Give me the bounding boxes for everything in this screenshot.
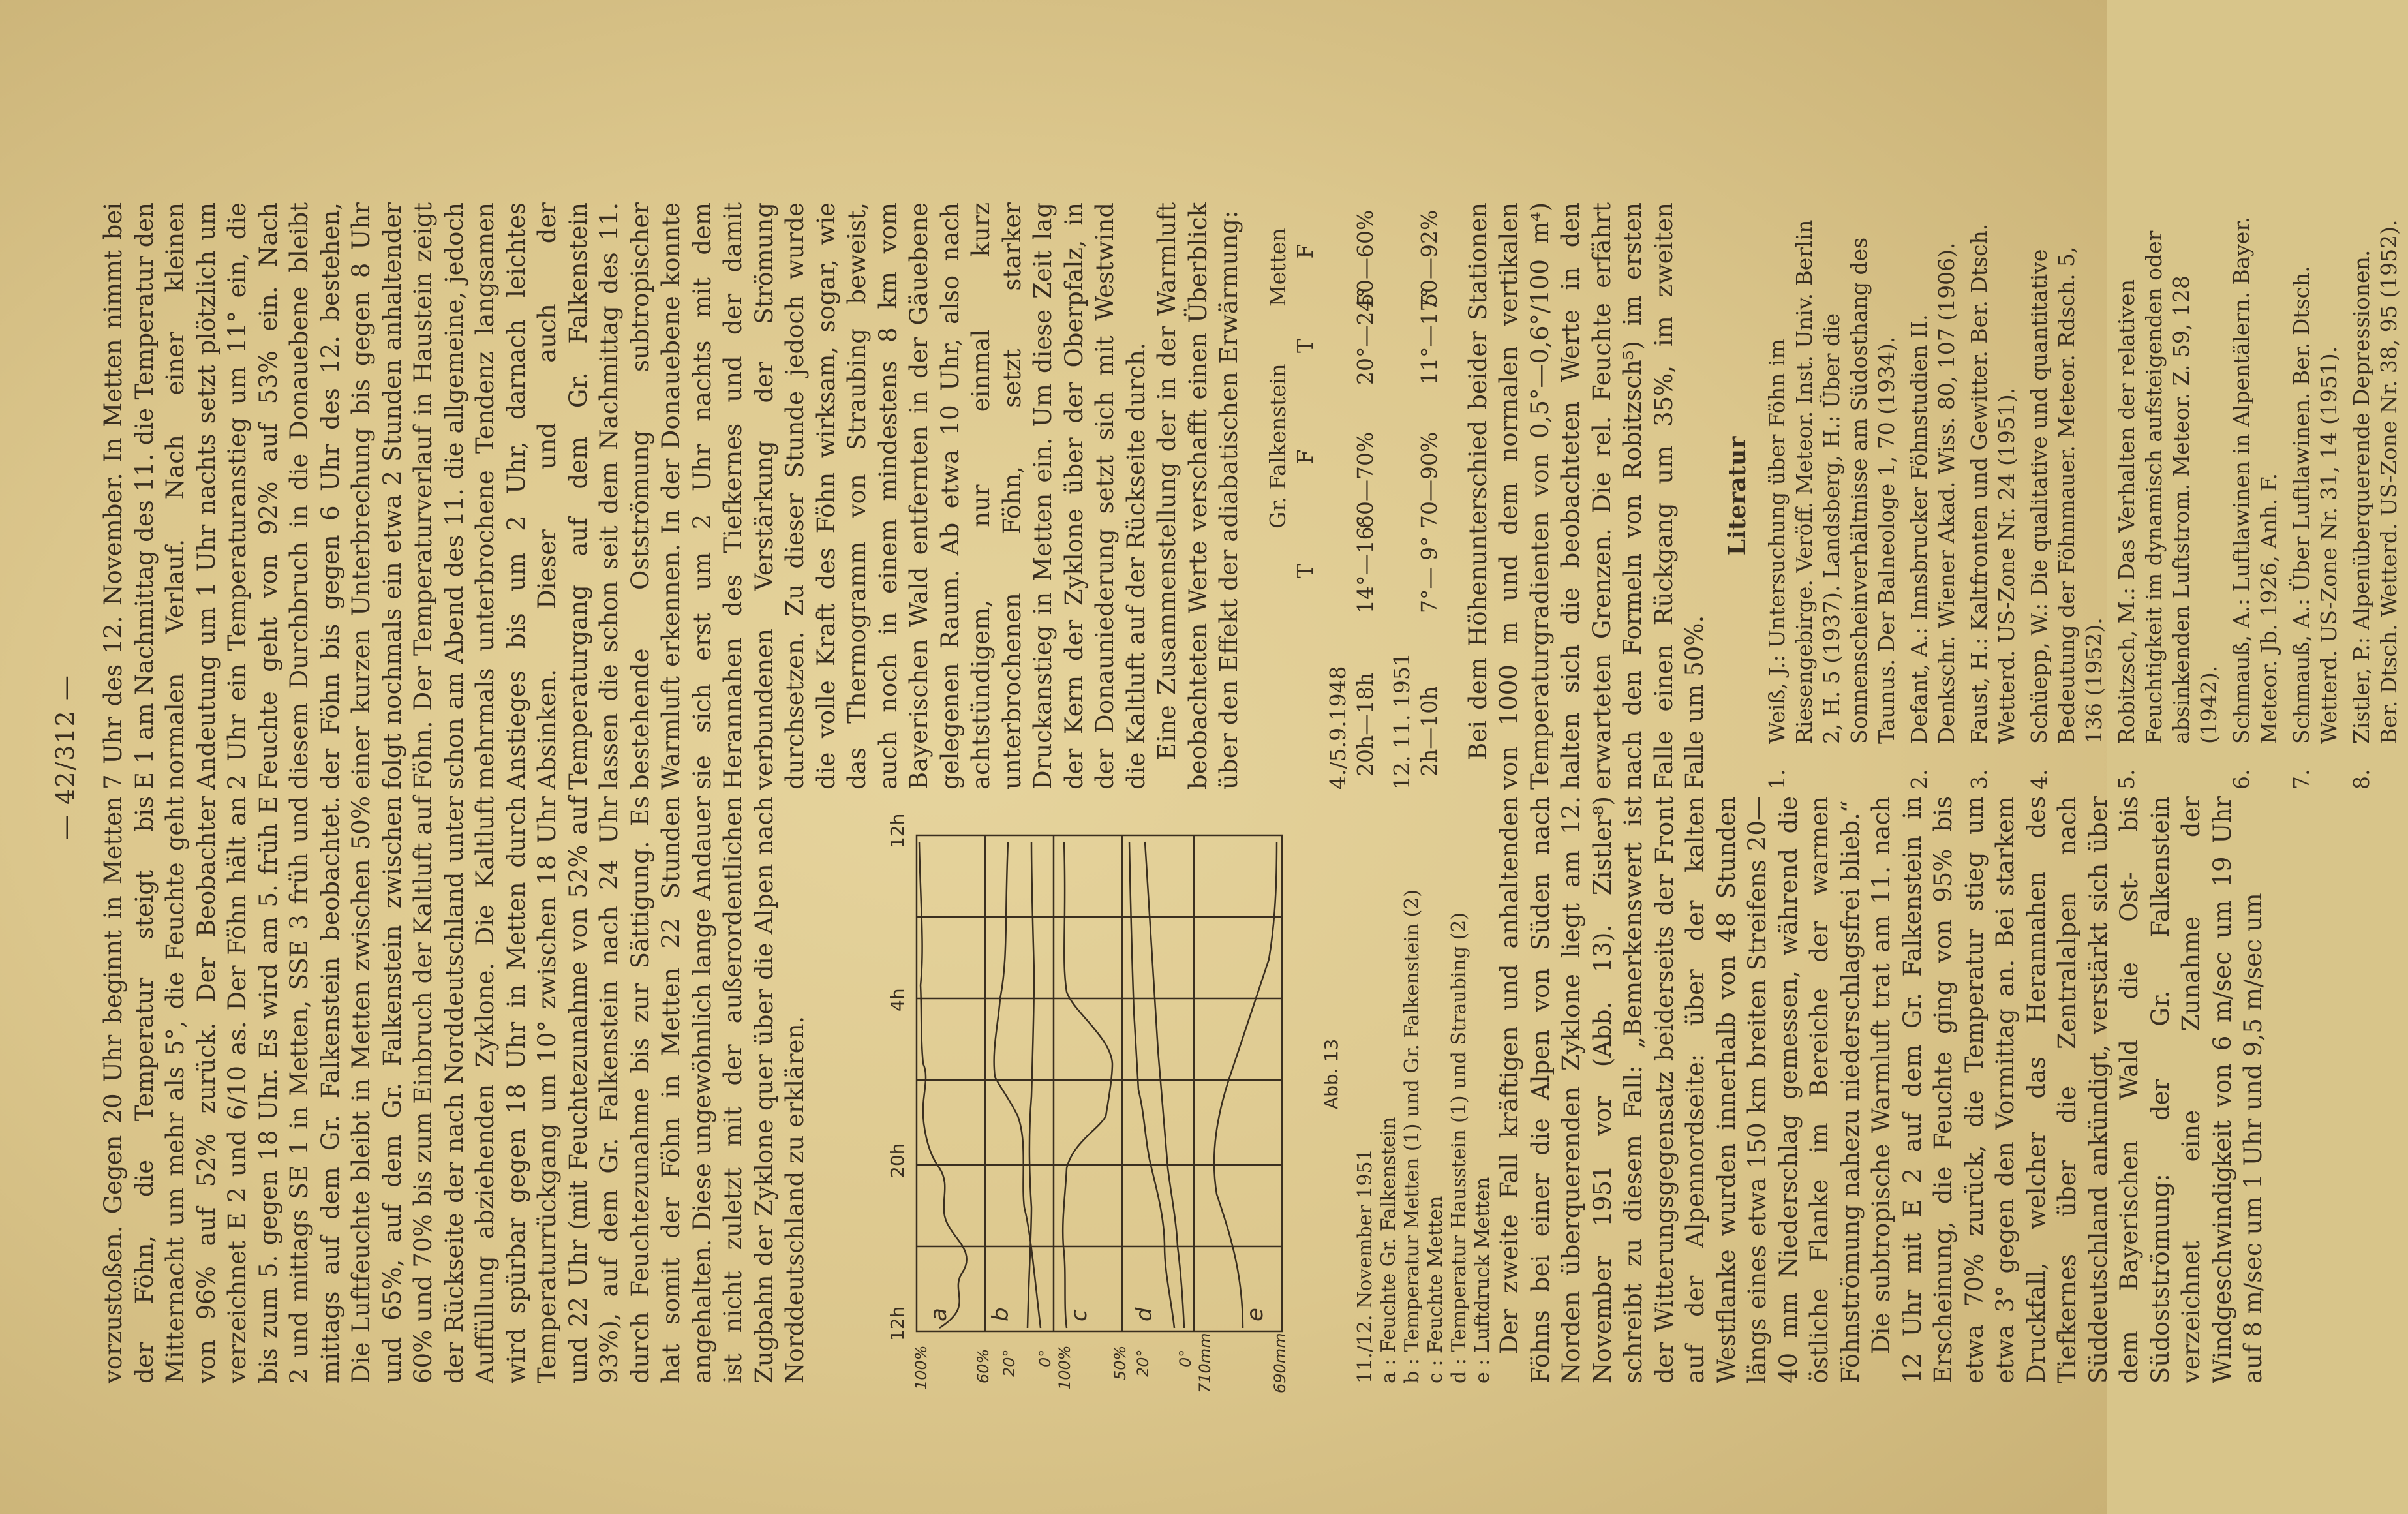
reference-list: [1763, 202, 2403, 790]
table-sub-f2: F: [1292, 243, 1318, 259]
scale-20deg-d: 20°: [1134, 1349, 1152, 1377]
legend-b: b : Temperatur Metten (1) und Gr. Falkenstein (2): [1401, 889, 1424, 1383]
figure-caption: [1354, 796, 1495, 1383]
left-paragraph-2: Der zweite Fall kräftigen und anhaltenden Föhns bei einer die Alpen von Süden nach Norden überquerenden Zyklone liegt am 12. November 1951 vor (Abb. 13). Zistler⁸) schreibt zu diesem Fall: „Bemerkenswert ist der Witterungsgegensatz beiderseits der Front auf der Alpennordseite: über der kalten Westflanke wurden innerhalb von 48 Stunden längs eines etwa 150 km breiten Streifens 20—40 mm Niederschlag gemessen, während die östliche Flanke im Bereiche der warmen Föhnströmung nahezu niederschlagsfrei blieb.“: [1495, 796, 1865, 1383]
table-row: [1352, 202, 1379, 777]
scale-0deg-b: 0°: [1036, 1349, 1054, 1367]
curve-label-e: e: [1242, 1308, 1268, 1321]
table-sub-f1: F: [1292, 449, 1318, 465]
curve-label-d: d: [1131, 1307, 1157, 1321]
curve-label-a: a: [926, 1308, 952, 1321]
scale-100pct-c: 100%: [1056, 1345, 1074, 1390]
right-paragraph-2: Eine Zusammenstellung der in der Warmluft beobachteten Werte verschafft einen Überblick über den Effekt der adiabatischen Erwärmung:: [1153, 202, 1243, 790]
table-cell: 50—92%: [1416, 209, 1442, 307]
curve-b2: [1028, 842, 1034, 1328]
table-sub-t2: T: [1292, 339, 1318, 354]
curve-e: [1214, 842, 1277, 1328]
list-item: 6. Schmauß, A.: Luftlawinen in Alpentälern. Bayer. Meteor. Jb. 1926, Anh. F.: [2229, 216, 2281, 790]
table-row-1-date: 4./5.9.1948: [1324, 666, 1350, 790]
right-paragraph-1: 7 Uhr des 12. November. In Metten nimmt bei E 1 am Nachmittag des 11. die Temperatur den normalen Verlauf. Nach einer kleinen Andeutung um 1 Uhr nachts setzt plötzlich um 2 Uhr ein Temperaturanstieg um 11° ein, die Feuchte geht von 92% auf 53% ein. Nach diesem Durchbruch in die Donauebene bleibt der Föhn bis gegen 6 Uhr des 12. bestehen, einer kurzen Unterbrechung bis gegen 8 Uhr folgt nochmals ein etwa 2 Stunden anhaltender Föhn. Der Temperaturverlauf in Haustein zeigt schon am Abend des 11. die allgemeine, jedoch mehrmals unterbrochene Tendenz langsamen Anstieges bis um 2 Uhr, darnach leichtes Absinken. Dieser und auch der Temperaturgang auf dem Gr. Falkenstein lassen die schon seit dem Nachmittag des 11. bestehende Ostströmung subtropischer Warmluft erkennen. In der Donauebene konnte sie sich erst um 2 Uhr nachts mit dem Herannahen des Tiefkernes und der damit verbundenen Verstärkung der Strömung durchsetzen. Zu dieser Stunde jedoch wurde die volle Kraft des Föhn wirksam, sogar, wie das Thermogramm von Straubing beweist, auch noch in einem mindestens 8 km vom Bayerischen Wald entfernten in der Gäuebene gelegenen Raum. Ab etwa 10 Uhr, also nach achtstündigem, nur einmal kurz unterbrochenen Föhn, setzt starker Druckanstieg in Metten ein. Um diese Zeit lag der Kern der Zyklone über der Oberpfalz, in der Donauniederung setzt sich mit Westwind die Kaltluft auf der Rückseite durch.: [99, 202, 1150, 790]
time-label-20h: 20h: [887, 1143, 908, 1178]
time-label-12h: 12h: [887, 1306, 908, 1341]
literature-heading: Literatur: [1723, 436, 1751, 556]
table-header-station1: Gr. Falkenstein: [1264, 363, 1290, 529]
curve-b1: [994, 842, 1041, 1328]
list-item: 5. Robitzsch, M.: Das Verhalten der relativen Feuchtigkeit im dynamisch aufsteigenden oder absinkenden Luftstrom. Meteor. Z. 59, 128 (1942).: [2114, 230, 2221, 790]
table-sub-t1: T: [1292, 564, 1318, 579]
table-cell: 11°—17°: [1416, 287, 1442, 385]
list-item: 8. Zistler, P.: Alpenüberquerende Depressionen. Ber. Dtsch. Wetterd. US-Zone Nr. 38, 95 (1952).: [2349, 219, 2401, 790]
table-cell: 50—60%: [1352, 209, 1378, 307]
page-number: — 42/312 —: [51, 674, 80, 840]
figure-label: Abb. 13: [1320, 1038, 1342, 1109]
scale-50pct: 50%: [1111, 1345, 1129, 1380]
table-cell: 14°—16°: [1352, 516, 1378, 613]
right-column: [98, 202, 2408, 790]
scale-690mm: 690mm: [1271, 1333, 1289, 1393]
list-item: 2. Defant, A.: Innsbrucker Föhnstudien II. Denkschr. Wiener Akad. Wiss. 80, 107 (1906).: [1906, 242, 1959, 790]
scale-100pct-a: 100%: [912, 1345, 930, 1390]
list-item: 4. Schüepp, W.: Die qualitative und quantitative Bedeutung der Föhnmauer. Meteor. Rdsch. 5, 136 (1952).: [2026, 246, 2107, 790]
scale-710mm: 710mm: [1196, 1333, 1214, 1393]
table-cell: 7°— 9°: [1416, 536, 1442, 613]
list-item: 7. Schmauß, A.: Über Luftlawinen. Ber. Dtsch. Wetterd. US-Zone Nr. 31, 14 (1951).: [2289, 266, 2341, 790]
table-row-2-date: 12. 11. 1951: [1388, 653, 1414, 790]
legend-d: d : Temperatur Hausstein (1) und Straubing (2): [1448, 912, 1471, 1383]
scale-20deg-b: 20°: [1000, 1349, 1018, 1377]
curve-d1: [1129, 842, 1174, 1328]
legend-a: a : Feuchte Gr. Falkenstein: [1377, 1117, 1400, 1383]
curve-a: [919, 842, 967, 1328]
legend-c: c : Feuchte Metten: [1424, 1196, 1447, 1383]
figure-abb-13: [877, 777, 1360, 1403]
right-paragraph-3: Bei dem Höhenunterschied beider Stationen von 1000 m und dem normalen vertikalen Temperaturgradienten von 0,5°—0,6°/100 m⁴) halten sich die beobachteten Werte in den erwarteten Grenzen. Die rel. Feuchte erfährt nach den Formeln von Robitzsch⁵) im ersten Falle einen Rückgang um 35%, im zweiten Falle um 50%.: [1463, 202, 1709, 790]
curve-c: [1063, 842, 1112, 1328]
legend-e: e : Luftdruck Metten: [1471, 1177, 1494, 1383]
time-label-12h-end: 12h: [887, 813, 908, 848]
table-cell: 20°—24°: [1352, 287, 1378, 385]
caption-title: 11./12. November 1951: [1354, 1149, 1377, 1383]
time-label-4h: 4h: [887, 988, 908, 1012]
table-row: [1416, 202, 1443, 777]
left-paragraph-1: vorzustoßen. Gegen 20 Uhr beginnt in Metten der Föhn, die Temperatur steigt bis Mitternacht um mehr als 5°, die Feuchte geht von 96% auf 52% zurück. Der Beobachter verzeichnet E 2 und 6/10 as. Der Föhn hält an bis zum 5. gegen 18 Uhr. Es wird am 5. früh E 2 und mittags SE 1 in Metten, SSE 3 früh und mittags auf dem Gr. Falkenstein beobachtet. Die Luftfeuchte bleibt in Metten zwischen 50% und 65%, auf dem Gr. Falkenstein zwischen 60% und 70% bis zum Einbruch der Kaltluft auf der Rückseite der nach Norddeutschland unter Auffüllung abziehenden Zyklone. Die Kaltluft wird spürbar gegen 18 Uhr in Metten durch Temperaturrückgang um 10° zwischen 18 Uhr und 22 Uhr (mit Feuchtezunahme von 52% auf 93%), auf dem Gr. Falkenstein nach 24 Uhr durch Feuchtezunahme bis zur Sättigung. Es hat somit der Föhn in Metten 22 Stunden angehalten. Diese ungewöhnlich lange Andauer ist nicht zuletzt mit der außerordentlichen Zugbahn der Zyklone quer über die Alpen nach Norddeutschland zu erklären.: [99, 796, 809, 1383]
list-item: 3. Faust, H.: Kaltfronten und Gewitter. Ber. Dtsch. Wetterd. US-Zone Nr. 24 (1951).: [1966, 223, 2019, 790]
comparison-table: [1264, 202, 1443, 790]
list-item: 1. Weiß, J.: Untersuchung über Föhn im Riesengebirge. Veröff. Meteor. Inst. Univ. Berlin 2, H. 5 (1937). Landsberg, H.: Über die Sonnenscheinverhältnisse am Südosthang des Taunus. Der Balneologe 1, 70 (1934).: [1764, 219, 1899, 790]
scale-0deg-d: 0°: [1176, 1349, 1195, 1367]
left-column-lower: [1494, 796, 2269, 1383]
table-cell: 70—90%: [1416, 431, 1442, 529]
curve-label-c: c: [1066, 1309, 1092, 1321]
left-paragraph-3: Die subtropische Warmluft trat am 11. nach 12 Uhr mit E 2 auf dem Gr. Falkenstein in Erscheinung, die Feuchte ging von 95% bis etwa 70% zurück, die Temperatur stieg um etwa 3° gegen den Vormittag an. Bei starkem Druckfall, welcher das Herannahen des Tiefkernes über die Zentralalpen nach Süddeutschland ankündigt, verstärkt sich über dem Bayerischen Wald die Ost- bis Südostströmung: der Gr. Falkenstein verzeichnet eine Zunahme der Windgeschwindigkeit von 6 m/sec um 19 Uhr auf 8 m/sec um 1 Uhr und 9,5 m/sec um: [1867, 796, 2267, 1383]
table-cell: 2h—10h: [1416, 686, 1442, 777]
curve-label-b: b: [988, 1307, 1014, 1321]
scale-60pct: 60%: [974, 1348, 992, 1383]
thermogram-chart: [877, 777, 1360, 1403]
table-cell: 20h—18h: [1352, 672, 1378, 777]
table-header-station2: Metten: [1264, 228, 1290, 307]
table-cell: 60—70%: [1352, 431, 1378, 529]
